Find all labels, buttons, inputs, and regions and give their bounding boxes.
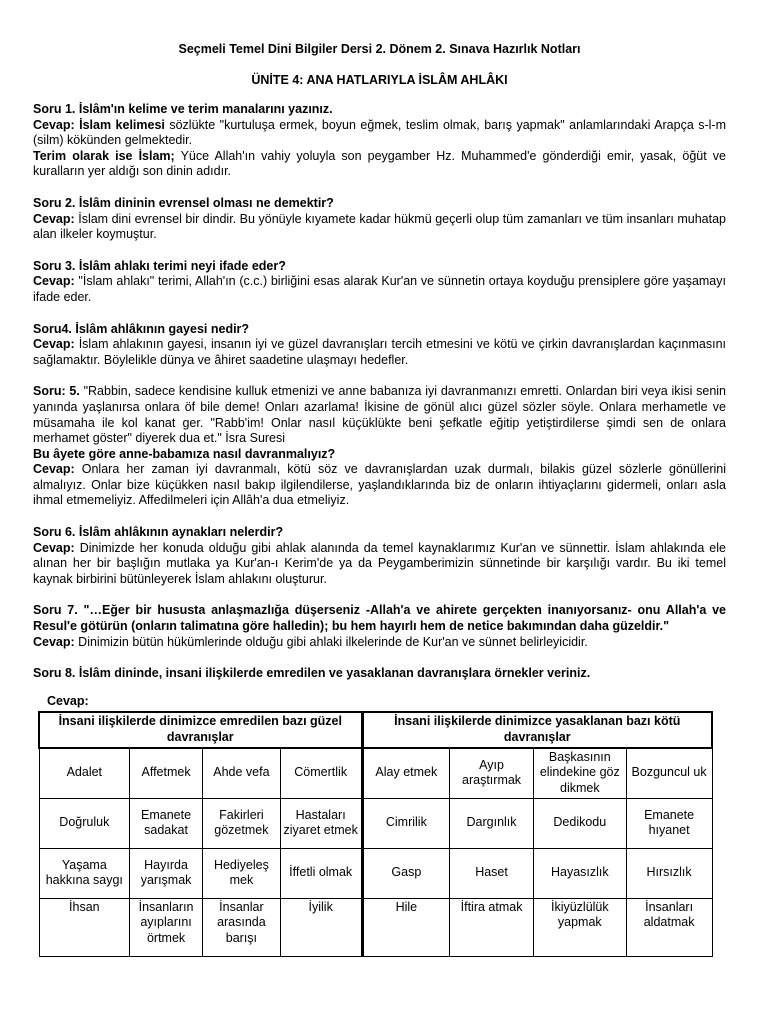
question-3: Soru 3. İslâm ahlakı terimi neyi ifade eder?	[33, 258, 286, 273]
table-cell: Gasp	[362, 848, 450, 898]
table-cell: Hırsızlık	[626, 848, 712, 898]
question-3-block	[33, 259, 726, 306]
question-5-block	[33, 384, 726, 509]
table-cell: Başkasının elindekine göz dikmek	[533, 748, 626, 798]
table-cell: Hayırda yarışmak	[130, 848, 203, 898]
table-header-row	[39, 712, 712, 748]
table-cell: Hastaları ziyaret etmek	[280, 798, 362, 848]
question-7-block	[33, 603, 726, 650]
answer-2-text: İslam dini evrensel bir dindir. Bu yönüyle kıyamete kadar hükmü geçerli olup tüm zamanları ve tüm insanları muhatap alan ilkeler koymuştur.	[33, 211, 726, 242]
question-7: Soru 7. "…Eğer bir hususta anlaşmazlığa düşerseniz -Allah'a ve ahirete gerçekten inanıyorsanız- onu Allah'a ve Resul'e götürün (onların talimatına göre halledin); bu hem hayırlı hem de netice bakımından daha güzeldir."	[33, 603, 726, 634]
question-6-block	[33, 525, 726, 587]
question-1: Soru 1. İslâm'ın kelime ve terim manalarını yazınız.	[33, 102, 333, 116]
header-bad-behaviors: İnsani ilişkilerde dinimizce yasaklanan bazı kötü davranışlar	[362, 712, 712, 748]
answer-3-text: "İslam ahlakı" terimi, Allah'ın (c.c.) birliğini esas alarak Kur'an ve sünnetin ortaya koyduğu prensiplere göre yaşamayı ifade eder.	[33, 274, 726, 304]
question-5: Bu âyete göre anne-babamıza nasıl davranmalıyız?	[33, 446, 336, 461]
answer-4-label: Cevap:	[33, 337, 75, 352]
table-cell: Dedikodu	[533, 798, 626, 848]
answer-7-text: Dinimizin bütün hükümlerinde olduğu gibi ahlaki ilkelerinde de Kur'an ve sünnet belirleyicidir.	[74, 634, 588, 649]
answer-1b	[33, 149, 726, 180]
answer-8-label: Cevap:	[47, 693, 89, 708]
answer-4	[33, 337, 726, 368]
table-cell: Ahde vefa	[202, 748, 280, 798]
question-5-text: "Rabbin, sadece kendisine kulluk etmenizi ve anne babanıza iyi davranmanızı emretti. Onlardan biri veya ikisi senin yanında yaşlanırsa onlara öf bile deme! Onları azarlama! İkisine de gönül alıcı güzel sözler söyle. Onlara merhametle ve müsamaha ile kol kanat ger. "Rabb'im! Onlar nasıl küçüklükte beni şefkatle eğitip yetiştirdilerse şimdi sen de onlara merhamet göster" diyerek dua et." İsra Suresi	[33, 384, 726, 446]
table-cell: Fakirleri gözetmek	[202, 798, 280, 848]
table-cell: Yaşama hakkına saygı	[39, 848, 130, 898]
question-1-block	[33, 102, 726, 180]
table-cell: İyilik	[280, 898, 362, 956]
answer-1a-label: Cevap: İslam kelimesi	[33, 117, 165, 132]
question-8-block	[33, 666, 726, 682]
table-cell: Adalet	[39, 748, 130, 798]
answer-1b-text: Yüce Allah'ın vahiy yoluyla son peygamber Hz. Muhammed'e gönderdiği emir, yasak, öğüt ve kuralların yer aldığı son dinin adıdır.	[33, 148, 726, 179]
question-5-quote	[33, 384, 726, 446]
table-row	[39, 848, 712, 898]
table-row	[39, 798, 712, 848]
question-6: Soru 6. İslâm ahlâkının aynakları nelerdir?	[33, 525, 284, 540]
document-page	[33, 32, 726, 957]
table-cell: Cimrilik	[362, 798, 450, 848]
table-cell: Hayasızlık	[533, 848, 626, 898]
answer-6	[33, 541, 726, 588]
answer-7	[33, 635, 726, 651]
unit-title: ÜNİTE 4: ANA HATLARIYLA İSLÂM AHLÂKI	[251, 73, 508, 87]
question-2: Soru 2. İslâm dininin evrensel olması ne demektir?	[33, 195, 334, 210]
table-cell: Dargınlık	[450, 798, 534, 848]
answer-7-label: Cevap:	[33, 634, 75, 649]
answer-1a	[33, 118, 726, 149]
table-cell: Cömertlik	[280, 748, 362, 798]
table-cell: İnsanların ayıplarını örtmek	[130, 898, 203, 956]
question-8: Soru 8. İslâm dininde, insani ilişkilerde emredilen ve yasaklanan davranışlara örnekler veriniz.	[33, 666, 591, 681]
table-cell: İnsanlar arasında barışı	[202, 898, 280, 956]
answer-5-text: Onlara her zaman iyi davranmalı, kötü söz ve davranışlardan uzak durmalı, bilakis güzel sözlerle gönüllerini almalıyız. Onlar bize küçükken nasıl bakıp ilgilendilerse, yaşlandıklarında biz de onların ihtiyaçlarını gidermeli, onları asla ihmal etmemeliyiz. Affedilmeleri için Allâh'a dua etmeliyiz.	[33, 462, 726, 508]
table-cell: İnsanları aldatmak	[626, 898, 712, 956]
table-cell: Haset	[450, 848, 534, 898]
table-cell: Bozguncul uk	[626, 748, 712, 798]
table-cell: Hediyeleş mek	[202, 848, 280, 898]
answer-2-label: Cevap:	[33, 211, 75, 226]
table-cell: İffetli olmak	[280, 848, 362, 898]
table-cell: Alay etmek	[362, 748, 450, 798]
question-4: Soru4. İslâm ahlâkının gayesi nedir?	[33, 321, 250, 336]
answer-6-label: Cevap:	[33, 540, 75, 555]
answer-3-label: Cevap:	[33, 274, 75, 289]
header-good-behaviors: İnsani ilişkilerde dinimizce emredilen bazı güzel davranışlar	[39, 712, 362, 748]
table-cell: Doğruluk	[39, 798, 130, 848]
table-cell: Emanete hıyanet	[626, 798, 712, 848]
behaviors-table	[38, 711, 713, 957]
answer-5-label: Cevap:	[33, 462, 75, 477]
answer-1a-text: sözlükte "kurtuluşa ermek, boyun eğmek, teslim olmak, barış yapmak" anlamlarındaki Arapça s-l-m (silm) kökünden gelmektedir.	[33, 117, 726, 148]
answer-3	[33, 274, 726, 305]
answer-1b-label: Terim olarak ise İslam;	[33, 148, 175, 163]
table-cell: İkiyüzlülük yapmak	[533, 898, 626, 956]
document-title: Seçmeli Temel Dini Bilgiler Dersi 2. Dönem 2. Sınava Hazırlık Notları	[178, 42, 581, 56]
table-cell: Affetmek	[130, 748, 203, 798]
table-row	[39, 898, 712, 956]
answer-6-text: Dinimizde her konuda olduğu gibi ahlak alanında da temel kaynaklarımız Kur'an ve sünnettir. İslam ahlakında ele alınan her bir başlığın mutlaka ya Kur'an-ı Kerim'de ya da Peygamberimizin sünnetinde bir karşılığı vardır. Bu iki temel kaynak birbirini bütünleyerek İslam ahlakını oluşturur.	[33, 540, 726, 586]
question-2-block	[33, 196, 726, 243]
table-cell: İhsan	[39, 898, 130, 956]
table-cell: Ayıp araştırmak	[450, 748, 534, 798]
question-4-block	[33, 322, 726, 369]
table-row	[39, 748, 712, 798]
answer-5	[33, 462, 726, 509]
table-cell: İftira atmak	[450, 898, 534, 956]
table-cell: Hile	[362, 898, 450, 956]
answer-4-text: İslam ahlakının gayesi, insanın iyi ve güzel davranışları tercih etmesini ve kötü ve çirkin davranışlardan kaçınmasını sağlamaktır. Böylelikle dünya ve âhiret saadetine ulaşmayı hedefler.	[33, 337, 726, 367]
answer-2	[33, 212, 726, 243]
table-cell: Emanete sadakat	[130, 798, 203, 848]
question-5-label: Soru: 5.	[33, 384, 80, 399]
